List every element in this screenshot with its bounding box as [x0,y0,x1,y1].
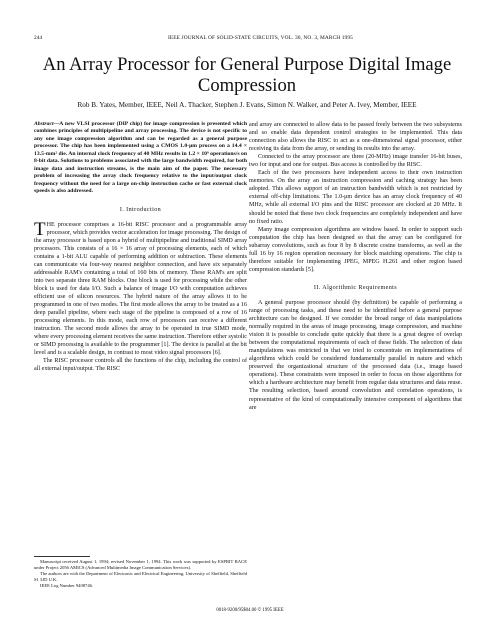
intro-paragraph-2: The RISC processor controls all the functions of the chip, including the control of all external input/output. The RISC [34,358,247,373]
right-column [249,121,462,412]
section-heading-introduction: I. Introduction [119,206,162,213]
author-line: Rob B. Yates, Member, IEEE, Neil A. Thacker, Stephen J. Evans, Simon N. Walker, and Peter A. Ivey, Member, IEEE [77,101,417,109]
intro-paragraph-1 [34,218,247,358]
right-paragraph-3: Each of the two processors have independent access to their own instruction memories. On the array an instruction compression and caching strategy has been adopted. This allows support of an instruction bandwidth which is not restricted by external off-chip limitations. The 1.0-μm device has an array clock frequency of 40 MHz, while all external I/O pins and the RISC processor are clocked at 20 MHz. It should be noted that these two clock frequencies are completely independent and have no fixed ratio. [249,170,462,225]
footnote-rule [34,556,90,557]
footnote-received: Manuscript received August 1, 1994; revised November 1, 1994. This work was supported by ESPRIT RACE under Project 2056 AMICS (Advanced Multimedia Image Communication Services). [34,559,247,570]
page-number: 244 [34,35,43,41]
copyright-footer: 0018-9200/95$04.00 © 1995 IEEE [216,608,284,613]
drop-cap: T [34,218,46,240]
section-heading-algorithmic-requirements: II. Algorithmic Requirements [313,284,398,291]
footnote-log-number: IEEE Log Number 9408746. [40,583,94,588]
abstract-text: A new VLSI processor (DIP chip) for image compression is presented which combines principles of multipipeline and array processing. The device is not specific to any one image compression algorithm and can be regarded as a general purpose processor. The chip has been implemented using a CMOS 1.0-μm process on a 14.4 × 13.5-mm² die. An internal clock frequency of 40 MHz results in 1.2 × 10⁹ operations/s on 8-bit data. Solutions to problems associated with the large bandwidth required, for both image data and instruction streams, is the main aim of the paper. The necessary problem of increasing the array clock frequency relative to the input/output clock frequency without the need for a large on-chip instruction cache or fast external clock speeds is also addressed. [34,121,247,195]
intro-paragraph-1-text: HE processor comprises a 16-bit RISC processor and a programmable array processor, which provides vector acceleration for image processing. The design of the array processor is based upon a hybrid of multipipeline and traditional SIMD array processors. This consists of a 16 × 16 array of processing elements, each of which contains a 1-bit ALU capable of performing addition or subtraction. These elements can communicate via four-way nearest neighbor connection, and have six separately addressable RAM's containing a total of 160 bits of memory. These RAM's are split into two separate three RAM blocks. One block is used for processing while the other block is used for data I/O. Such a balance of image I/O with computation achieves efficient use of silicon resources. The hybrid nature of the array allows it to be programmed in one of two modes. The first mode allows the array to be treated as a 16 deep parallel pipeline, where each stage of the pipeline is composed of a row of 16 processing elements. In this mode, each row of processors can receive a different instruction. The second mode allows the array to be operated in true SIMD mode, where every processing element receives the same instruction. Therefore either systolic or SIMD processing is available to the programmer [1]. The device is parallel at the bit level and is a scalable design, in contrast to most video signal processors [6]. [34,221,247,357]
abstract-label: Abstract— [34,121,60,127]
abstract [34,121,247,196]
right-paragraph-2: Connected to the array processor are three (20-MHz) image transfer 16-bit buses, two for input and one for output. Bus access is controlled by the RISC. [249,154,462,169]
footnote [34,559,247,589]
right-paragraph-4: Many image compression algorithms are window based. In order to support such computation the chip has been designed so that the array can be configured for subarray convolutions, such as four 8 by 8 discrete cosine transforms, as well as the full 16 by 16 region operation necessary for block matching operations. The chip is therefore suitable for implementing JPEG, MPEG H.261 and other region based compression standards [5]. [249,226,462,273]
journal-header: IEEE JOURNAL OF SOLID-STATE CIRCUITS, VOL. 30, NO. 3, MARCH 1995 [168,35,353,41]
right-paragraph-1: and array are connected to allow data to be passed freely between the two subsystems and so enable data dependent control strategies to be implemented. This data connection also allows the RISC to act as a one-dimensional signal processor, either receiving its data from the array, or sending its results into the array. [249,122,462,153]
footnote-affiliation: The authors are with the Department of Electronic and Electrical Engineering, University of Sheffield, Sheffield S1 3JD U.K. [34,571,247,582]
right-paragraph-5: A general purpose processor should (by definition) be capable of performing a range of processing tasks, and these need to be identified before a general purpose architecture can be designed. If we consider the broad range of data manipulations normally required in the areas of image processing, image compression, and machine vision it is possible to conclude quite quickly that there is a great degree of overlap between the computational requirements of each of these fields. The selection of data manipulations was restricted in that we tried to concentrate on implementations of algorithms which could be considered fundamentally parallel in nature and which preserved the organizational structure of the processed data (i.e., image based operations). These constraints were imposed in order to focus on those algorithms for which a hardware architecture may benefit from regular data structures and data reuse. The resulting selection, based around convolution and correlation operations, is representative of the kind of computationally intensive component of algorithms that are [249,299,462,411]
left-column [34,121,247,373]
paper-title: An Array Processor for General Purpose Digital Image Compression [42,54,452,96]
